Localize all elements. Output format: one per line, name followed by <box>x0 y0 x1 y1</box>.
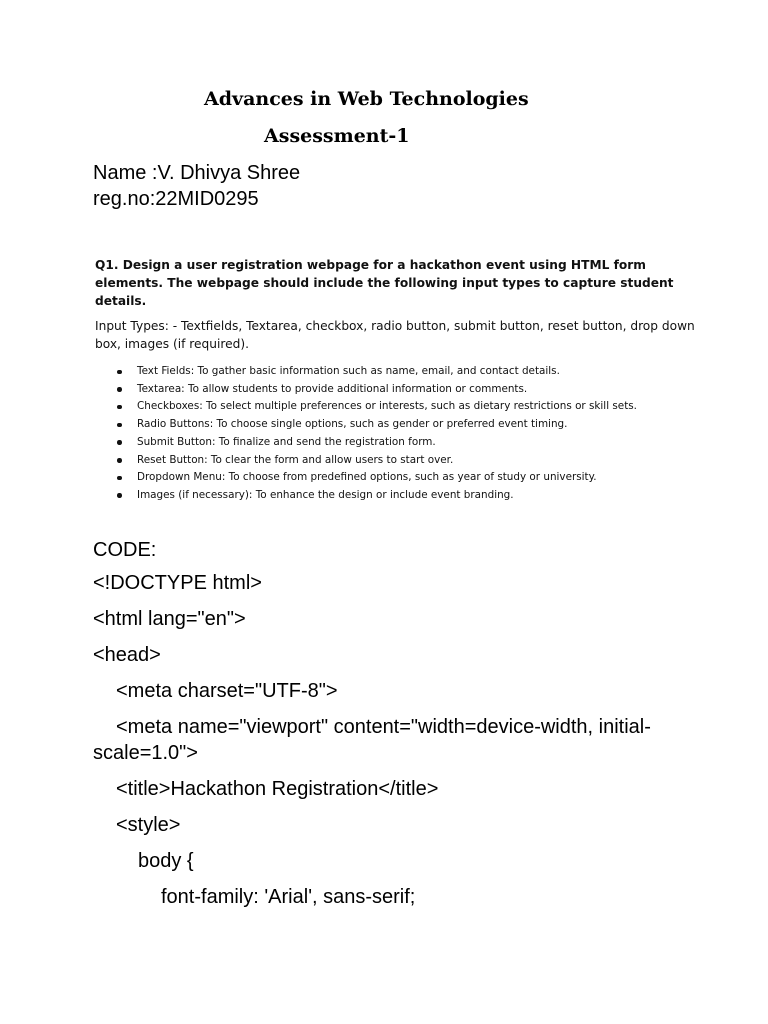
code-line: <head> <box>93 644 161 666</box>
document-subtitle: Assessment-1 <box>264 125 410 147</box>
student-reg-number: reg.no:22MID0295 <box>93 188 259 210</box>
list-item: Checkboxes: To select multiple preferences or interests, such as dietary restrictions or skill sets. <box>95 398 695 416</box>
code-line: <!DOCTYPE html> <box>93 572 262 594</box>
code-line: body { <box>138 850 194 872</box>
list-item: Reset Button: To clear the form and allow users to start over. <box>95 452 695 470</box>
bullet-icon <box>117 387 122 392</box>
code-line: <meta name="viewport" content="width=device-width, initial- <box>116 716 651 738</box>
list-item: Dropdown Menu: To choose from predefined options, such as year of study or university. <box>95 469 695 487</box>
question-image <box>95 256 695 505</box>
list-item: Images (if necessary): To enhance the design or include event branding. <box>95 487 695 505</box>
bullet-icon <box>117 405 122 410</box>
input-types-text: Input Types: - Textfields, Textarea, checkbox, radio button, submit button, reset button, drop down box, images (if required). <box>95 319 695 351</box>
bullet-icon <box>117 476 122 481</box>
list-item: Text Fields: To gather basic information such as name, email, and contact details. <box>95 363 695 381</box>
list-item: Radio Buttons: To choose single options, such as gender or preferred event timing. <box>95 416 695 434</box>
list-item: Submit Button: To finalize and send the registration form. <box>95 434 695 452</box>
student-name: Name :V. Dhivya Shree <box>93 162 301 184</box>
bullet-icon <box>117 423 122 428</box>
document-title: Advances in Web Technologies <box>204 88 529 110</box>
code-line: font-family: 'Arial', sans-serif; <box>161 886 416 908</box>
bullet-icon <box>117 458 122 463</box>
question-text: Q1. Design a user registration webpage for a hackathon event using HTML form elements. The webpage should include the following input types to capture student details. <box>95 258 674 308</box>
requirements-list <box>95 363 695 505</box>
bullet-icon <box>117 493 122 498</box>
code-line: <style> <box>116 814 181 836</box>
code-line: <html lang="en"> <box>93 608 246 630</box>
code-line: <meta charset="UTF-8"> <box>116 680 338 702</box>
bullet-icon <box>117 370 122 375</box>
bullet-icon <box>117 440 122 445</box>
code-heading: CODE: <box>93 539 157 561</box>
code-line: scale=1.0"> <box>93 742 198 764</box>
code-line: <title>Hackathon Registration</title> <box>116 778 439 800</box>
list-item: Textarea: To allow students to provide additional information or comments. <box>95 381 695 399</box>
